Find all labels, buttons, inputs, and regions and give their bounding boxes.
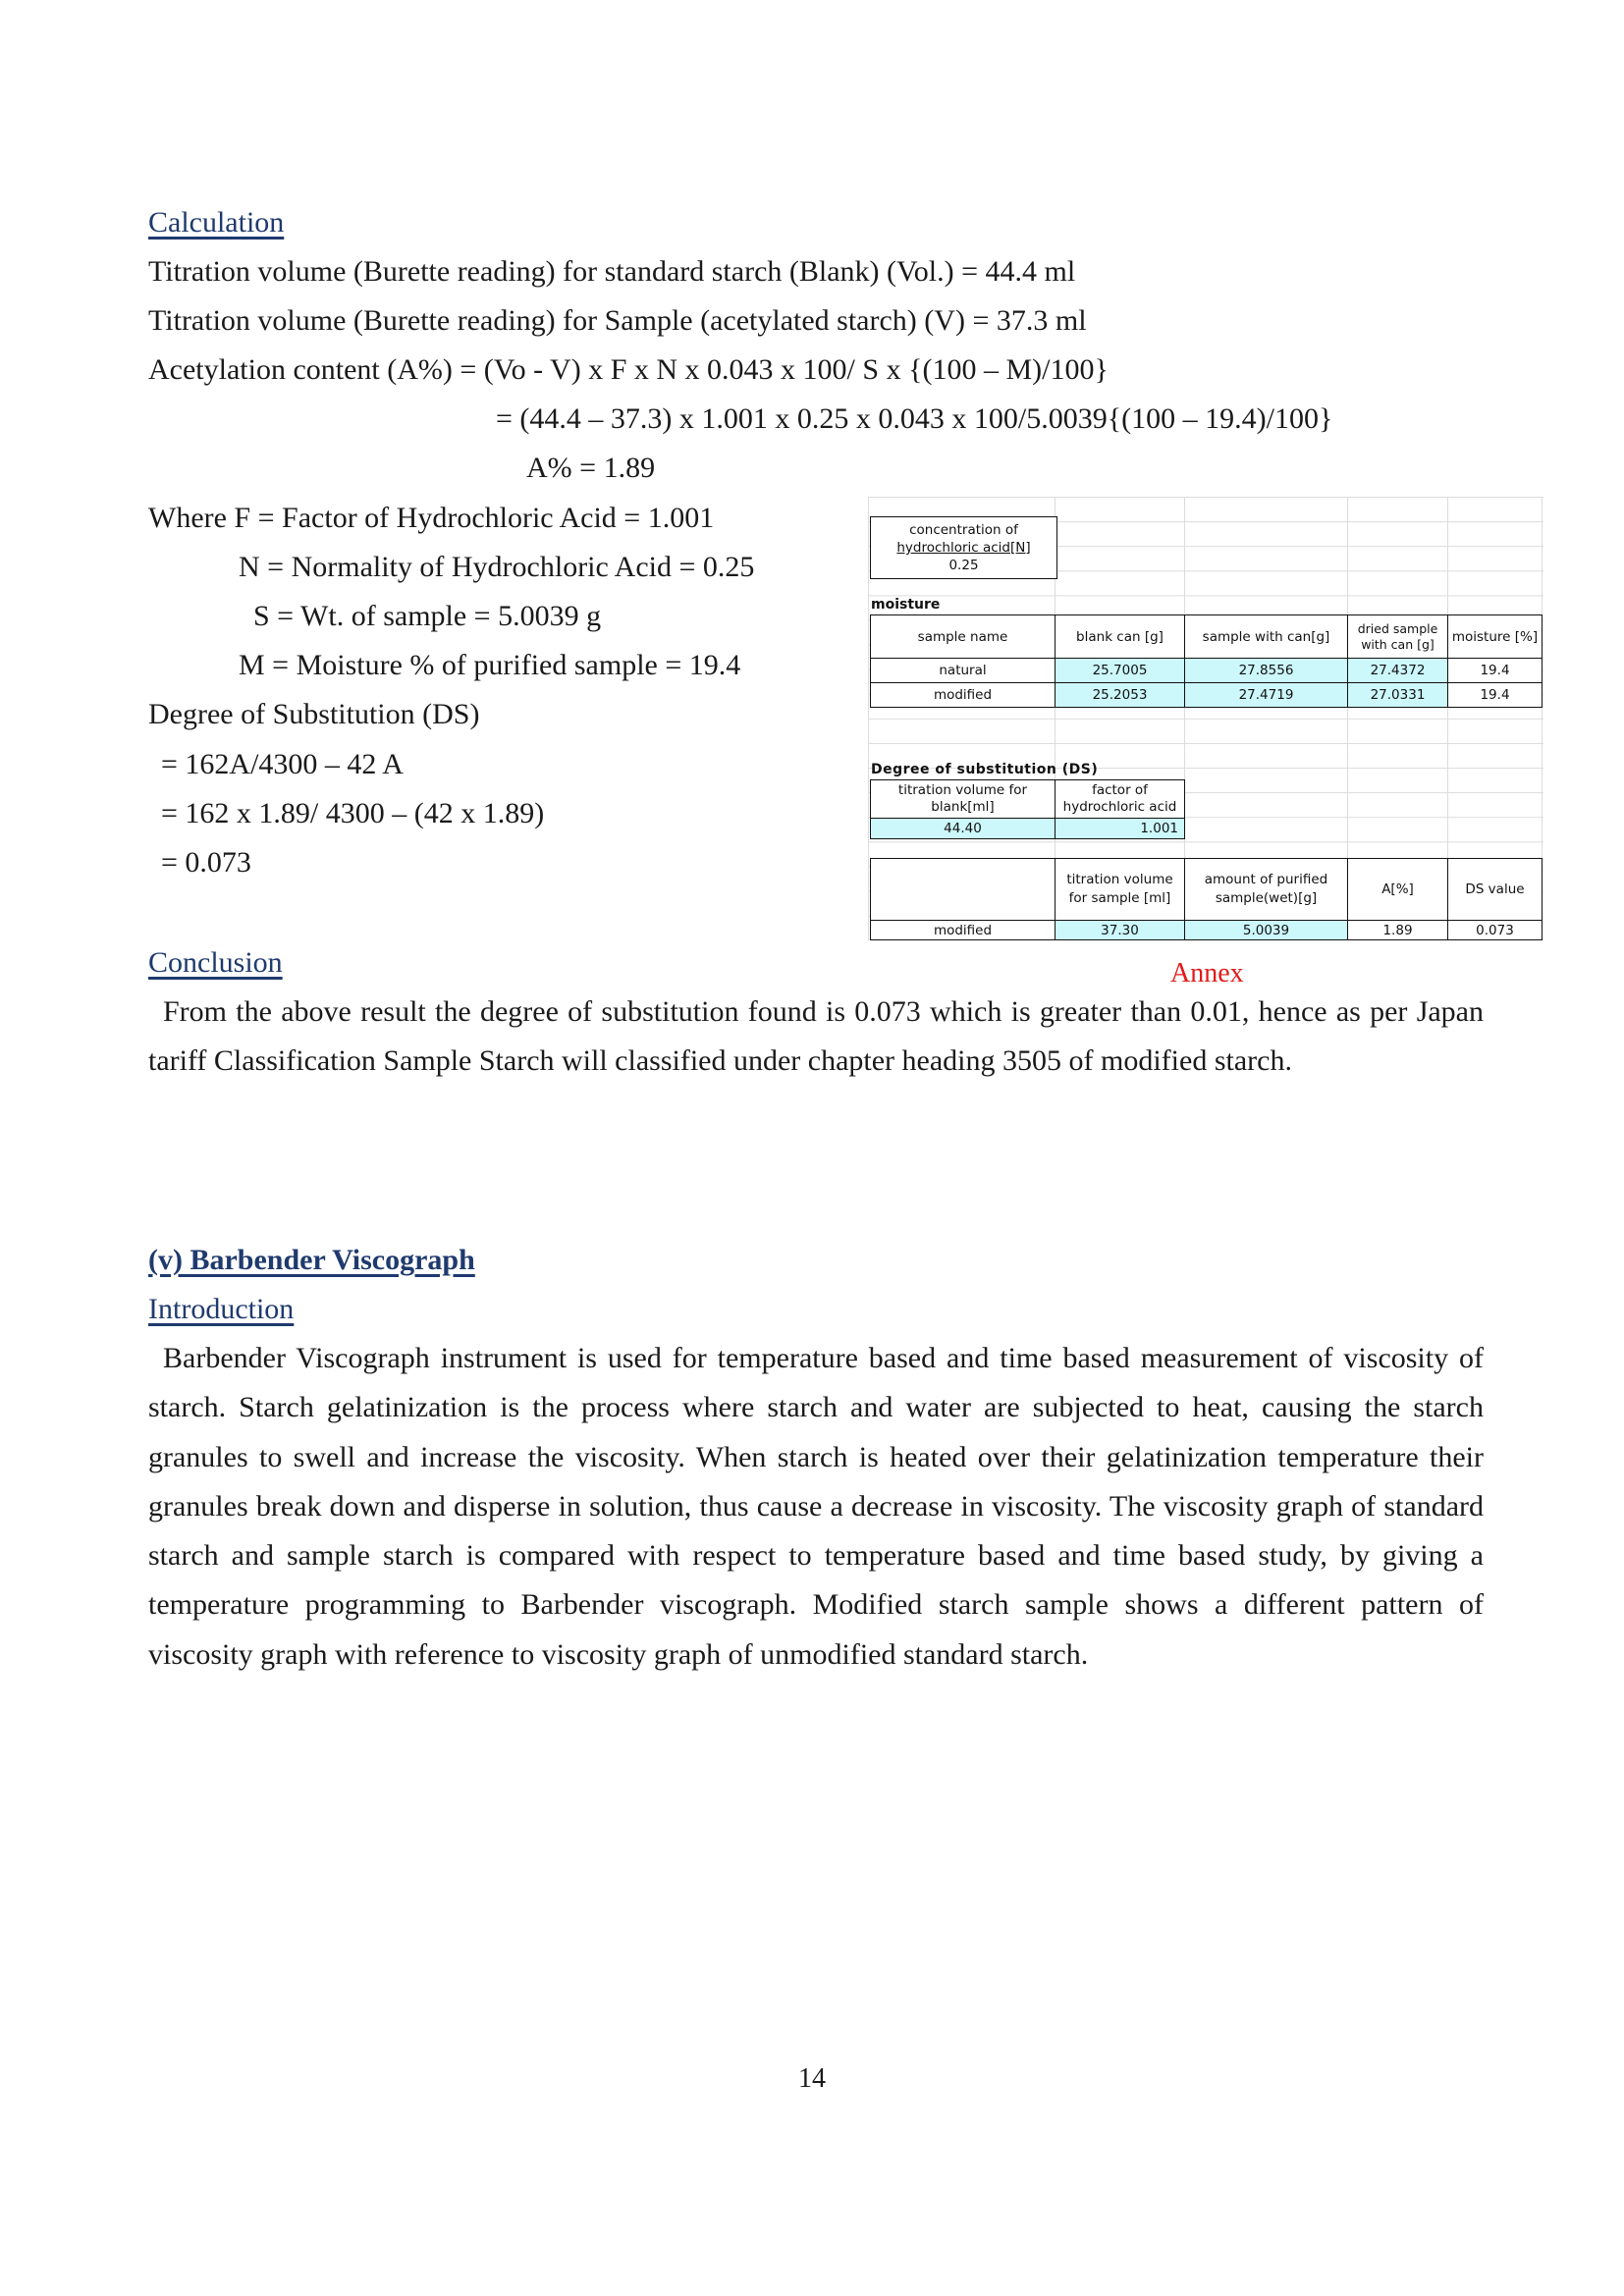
moisture-row-modified-blank-can: 25.2053 [1055,682,1185,708]
ds-row-ds-value: 0.073 [1447,920,1543,940]
moisture-row-natural-sample-with-can: 27.8556 [1184,658,1348,683]
ds-formula-line: = 162A/4300 – 42 A [161,748,404,780]
where-sample-weight-line: S = Wt. of sample = 5.0039 g [253,600,602,632]
ds-header-blank [870,858,1056,921]
ds-factor-label: factor of hydrochloric acid [1055,779,1185,819]
ds-result-line: = 0.073 [161,846,251,879]
concentration-value: 0.25 [948,558,979,573]
where-factor-line: Where F = Factor of Hydrochloric Acid = 1.001 [148,502,715,534]
calculation-heading: Calculation [148,206,285,239]
introduction-heading: Introduction [148,1293,295,1325]
section-heading: (v) Barbender Viscograph [148,1244,475,1276]
blank-titration-line: Titration volume (Burette reading) for standard starch (Blank) (Vol.) = 44.4 ml [148,255,1076,288]
moisture-row-natural-blank-can: 25.7005 [1055,658,1185,683]
ds-row-name: modified [870,920,1056,940]
introduction-text: Barbender Viscograph instrument is used for temperature based and time based measurement of viscosity of starch. Starch gelatinization is the process where starch and water are subjected to heat, causing the starch granules to swell and increase the viscosity. When starch is heated over their gelatinization temperature their granules break down and disperse in solution, thus cause a decrease in viscosity. The viscosity graph of standard starch and sample starch is compared with respect to temperature based and time based study, by giving a temperature programming to Barbender viscograph. Modified starch sample shows a different pattern of viscosity graph with reference to viscosity graph of unmodified standard starch. [148,1342,1484,1671]
moisture-header-dried-sample: dried sample with can [g] [1347,614,1448,659]
moisture-row-modified-name: modified [870,682,1056,708]
ds-table-title: Degree of substitution (DS) [871,762,1099,777]
ds-header-titration-volume: titration volume for sample [ml] [1055,858,1185,921]
moisture-header-moisture: moisture [%] [1447,614,1543,659]
where-moisture-line: M = Moisture % of purified sample = 19.4 [239,649,741,681]
ds-blank-value: 44.40 [870,818,1056,839]
moisture-header-sample-name: sample name [870,614,1056,659]
conclusion-heading: Conclusion [148,946,283,979]
moisture-row-natural-name: natural [870,658,1056,683]
acetylation-formula-line: Acetylation content (A%) = (Vo - V) x F x N x 0.043 x 100/ S x {(100 – M)/100} [148,353,1109,386]
moisture-row-natural-dried: 27.4372 [1347,658,1448,683]
where-normality-line: N = Normality of Hydrochloric Acid = 0.25 [239,551,755,583]
ds-header-amount-purified: amount of purified sample(wet)[g] [1184,858,1348,921]
moisture-row-modified-moisture: 19.4 [1447,682,1543,708]
formula-values-line: = (44.4 – 37.3) x 1.001 x 0.25 x 0.043 x 100/5.0039{(100 – 19.4)/100} [496,402,1333,435]
conclusion-text: From the above result the degree of substitution found is 0.073 which is greater than 0.01, hence as per Japan tariff Classification Sample Starch will classified under chapter heading 3505 of modified starch. [148,995,1484,1078]
moisture-title: moisture [871,597,941,613]
moisture-row-modified-sample-with-can: 27.4719 [1184,682,1348,708]
ds-header-a-percent: A[%] [1347,858,1448,921]
concentration-cell [870,516,1057,579]
moisture-row-modified-dried: 27.0331 [1347,682,1448,708]
ds-heading: Degree of Substitution (DS) [148,698,480,730]
page-number: 14 [798,2063,826,2094]
ds-row-titration: 37.30 [1055,920,1185,940]
concentration-label-1: concentration of [909,522,1018,538]
concentration-label-2: hydrochloric acid[N] [896,540,1031,556]
ds-row-a-percent: 1.89 [1347,920,1448,940]
sample-titration-line: Titration volume (Burette reading) for Sample (acetylated starch) (V) = 37.3 ml [148,304,1087,337]
ds-factor-value: 1.001 [1055,818,1185,839]
annex-caption: Annex [1170,958,1244,988]
ds-header-ds-value: DS value [1447,858,1543,921]
moisture-row-natural-moisture: 19.4 [1447,658,1543,683]
acetylation-result: A% = 1.89 [526,452,656,484]
annex-spreadsheet [868,497,1543,940]
moisture-header-blank-can: blank can [g] [1055,614,1185,659]
moisture-header-sample-with-can: sample with can[g] [1184,614,1348,659]
ds-blank-label: titration volume for blank[ml] [870,779,1056,819]
ds-row-amount: 5.0039 [1184,920,1348,940]
ds-values-line: = 162 x 1.89/ 4300 – (42 x 1.89) [161,797,545,829]
